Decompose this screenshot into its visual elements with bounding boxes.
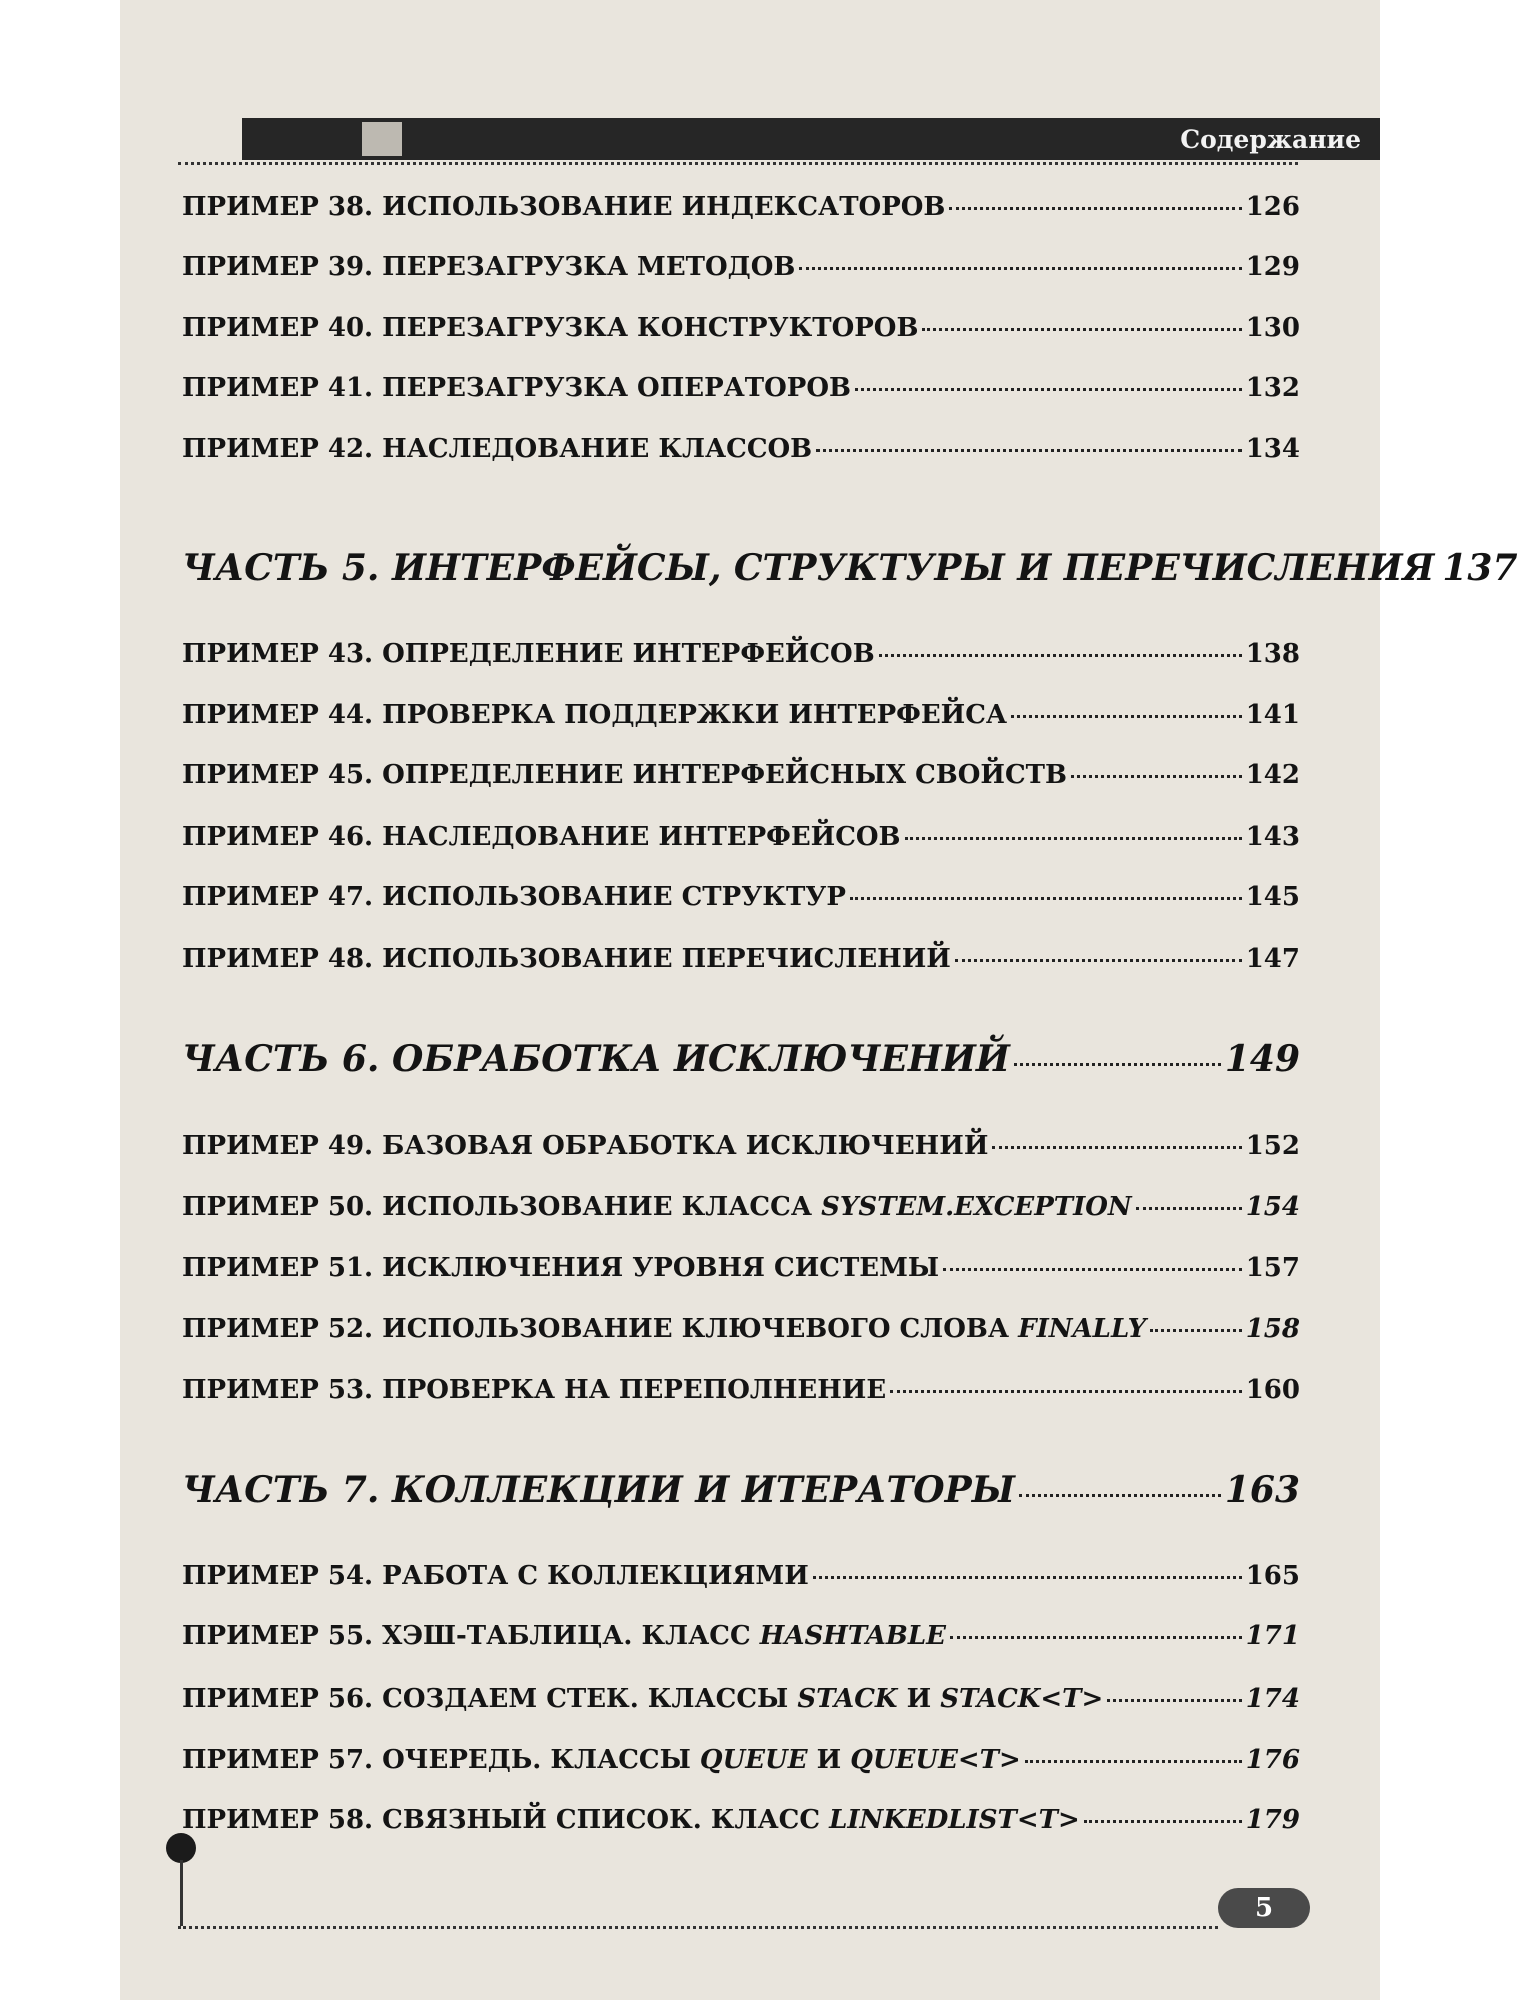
toc-entry-page: 134	[1245, 434, 1300, 464]
toc-entry-45	[182, 760, 1300, 800]
toc-entry-54	[182, 1561, 1300, 1601]
toc-entry-58	[182, 1805, 1300, 1845]
toc-part-7	[182, 1469, 1300, 1519]
toc-entry-page: 126	[1245, 192, 1300, 222]
toc-entry-page: 158	[1245, 1314, 1300, 1344]
toc-entry-page: 142	[1245, 760, 1300, 790]
toc-entry-page: 179	[1245, 1805, 1300, 1835]
toc-entry-title: ПРИМЕР 38. ИСПОЛЬЗОВАНИЕ ИНДЕКСАТОРОВ	[182, 192, 946, 222]
toc-entry-55	[182, 1621, 1300, 1661]
toc-entry-42	[182, 434, 1300, 474]
page-number-badge: 5	[1218, 1888, 1310, 1928]
toc-entry-56	[182, 1684, 1300, 1724]
dot-leader	[943, 1268, 1242, 1271]
toc-entry-title: ПРИМЕР 43. ОПРЕДЕЛЕНИЕ ИНТЕРФЕЙСОВ	[182, 639, 875, 669]
header-bar-stub	[362, 122, 402, 156]
toc-entry-46	[182, 822, 1300, 862]
dot-leader	[1084, 1820, 1242, 1823]
toc-entry-page: 145	[1245, 882, 1300, 912]
dot-leader	[905, 837, 1242, 840]
toc-entry-page: 171	[1245, 1621, 1300, 1651]
dot-leader	[950, 1636, 1242, 1639]
toc-entry-page: 174	[1245, 1684, 1300, 1714]
toc-entry-page: 160	[1245, 1375, 1300, 1405]
toc-entry-page: 141	[1245, 700, 1300, 730]
toc-entry-title: ПРИМЕР 53. ПРОВЕРКА НА ПЕРЕПОЛНЕНИЕ	[182, 1375, 887, 1405]
dot-leader	[816, 449, 1242, 452]
dot-leader	[813, 1576, 1242, 1579]
toc-entry-48	[182, 944, 1300, 984]
toc-entry-title: ПРИМЕР 54. РАБОТА С КОЛЛЕКЦИЯМИ	[182, 1561, 809, 1591]
footer-bullet	[166, 1833, 196, 1863]
toc-entry-title: ПРИМЕР 51. ИСКЛЮЧЕНИЯ УРОВНЯ СИСТЕМЫ	[182, 1253, 940, 1283]
toc-entry-43	[182, 639, 1300, 679]
dot-leader	[1025, 1760, 1242, 1763]
dot-leader	[799, 267, 1241, 270]
toc-entry-title: ПРИМЕР 42. НАСЛЕДОВАНИЕ КЛАССОВ	[182, 434, 813, 464]
toc-entry-47	[182, 882, 1300, 922]
toc-entry-page: 157	[1245, 1253, 1300, 1283]
toc-entry-title: ПРИМЕР 52. ИСПОЛЬЗОВАНИЕ КЛЮЧЕВОГО СЛОВА FINALLY	[182, 1314, 1147, 1344]
toc-entry-title: ПРИМЕР 39. ПЕРЕЗАГРУЗКА МЕТОДОВ	[182, 252, 796, 282]
toc-entry-title: ПРИМЕР 45. ОПРЕДЕЛЕНИЕ ИНТЕРФЕЙСНЫХ СВОЙСТВ	[182, 760, 1067, 790]
toc-entry-page: 176	[1245, 1745, 1300, 1775]
toc-entry-title: ПРИМЕР 41. ПЕРЕЗАГРУЗКА ОПЕРАТОРОВ	[182, 373, 851, 403]
toc-entry-title: ПРИМЕР 49. БАЗОВАЯ ОБРАБОТКА ИСКЛЮЧЕНИЙ	[182, 1131, 989, 1161]
toc-entry-49	[182, 1131, 1300, 1171]
toc-part-6	[182, 1038, 1300, 1088]
dot-leader	[1150, 1329, 1242, 1332]
toc-entry-title: ПРИМЕР 50. ИСПОЛЬЗОВАНИЕ КЛАССА SYSTEM.EXCEPTION	[182, 1192, 1132, 1222]
dot-leader	[922, 328, 1241, 331]
dot-leader	[949, 207, 1241, 210]
toc-entry-title: ПРИМЕР 44. ПРОВЕРКА ПОДДЕРЖКИ ИНТЕРФЕЙСА	[182, 700, 1008, 730]
toc-entry-title: ПРИМЕР 56. СОЗДАЕМ СТЕК. КЛАССЫ STACK И STACK<T>	[182, 1684, 1104, 1714]
toc-entry-41	[182, 373, 1300, 413]
toc-entry-page: 130	[1245, 313, 1300, 343]
toc-entry-40	[182, 313, 1300, 353]
toc-entry-page: 165	[1245, 1561, 1300, 1591]
toc-entry-39	[182, 252, 1300, 292]
toc-entry-38	[182, 192, 1300, 232]
toc-entry-title: ПРИМЕР 46. НАСЛЕДОВАНИЕ ИНТЕРФЕЙСОВ	[182, 822, 901, 852]
toc-entry-44	[182, 700, 1300, 740]
toc-entry-page: 147	[1245, 944, 1300, 974]
toc-part-page: 163	[1224, 1469, 1300, 1511]
toc-entry-51	[182, 1253, 1300, 1293]
dot-leader	[879, 654, 1242, 657]
toc-entry-page: 132	[1245, 373, 1300, 403]
toc-part-title: ЧАСТЬ 7. КОЛЛЕКЦИИ И ИТЕРАТОРЫ	[182, 1469, 1015, 1511]
dot-leader	[850, 897, 1242, 900]
toc-entry-page: 152	[1245, 1131, 1300, 1161]
toc-entry-title: ПРИМЕР 57. ОЧЕРЕДЬ. КЛАССЫ QUEUE И QUEUE<T>	[182, 1745, 1021, 1775]
toc-part-title: ЧАСТЬ 6. ОБРАБОТКА ИСКЛЮЧЕНИЙ	[182, 1038, 1010, 1080]
toc-part-page: 149	[1224, 1038, 1300, 1080]
header-dotted-rule	[178, 162, 1298, 165]
toc-part-title: ЧАСТЬ 5. ИНТЕРФЕЙСЫ, СТРУКТУРЫ И ПЕРЕЧИСЛЕНИЯ	[182, 547, 1435, 589]
dot-leader	[1107, 1699, 1241, 1702]
running-header-title: Содержание	[1180, 125, 1361, 154]
toc-entry-title: ПРИМЕР 58. СВЯЗНЫЙ СПИСОК. КЛАСС LINKEDLIST<T>	[182, 1805, 1080, 1835]
toc-entry-title: ПРИМЕР 47. ИСПОЛЬЗОВАНИЕ СТРУКТУР	[182, 882, 846, 912]
dot-leader	[1019, 1494, 1221, 1497]
footer-dotted-rule	[178, 1926, 1218, 1929]
footer-bullet-stem	[180, 1860, 183, 1926]
toc-entry-50	[182, 1192, 1300, 1232]
toc-entry-title: ПРИМЕР 40. ПЕРЕЗАГРУЗКА КОНСТРУКТОРОВ	[182, 313, 919, 343]
toc-part-5	[182, 547, 1518, 597]
toc-entry-57	[182, 1745, 1300, 1785]
toc-entry-53	[182, 1375, 1300, 1415]
toc-entry-page: 154	[1245, 1192, 1300, 1222]
dot-leader	[855, 388, 1242, 391]
dot-leader	[1014, 1063, 1221, 1066]
toc-entry-page: 129	[1245, 252, 1300, 282]
dot-leader	[890, 1390, 1242, 1393]
dot-leader	[955, 959, 1242, 962]
dot-leader	[1011, 715, 1242, 718]
dot-leader	[992, 1146, 1241, 1149]
toc-entry-title: ПРИМЕР 55. ХЭШ-ТАБЛИЦА. КЛАСС HASHTABLE	[182, 1621, 947, 1651]
toc-entry-page: 138	[1245, 639, 1300, 669]
toc-entry-52	[182, 1314, 1300, 1354]
toc-entry-page: 143	[1245, 822, 1300, 852]
toc-part-page: 137	[1442, 547, 1518, 589]
dot-leader	[1071, 775, 1242, 778]
toc-entry-title: ПРИМЕР 48. ИСПОЛЬЗОВАНИЕ ПЕРЕЧИСЛЕНИЙ	[182, 944, 951, 974]
dot-leader	[1136, 1207, 1242, 1210]
